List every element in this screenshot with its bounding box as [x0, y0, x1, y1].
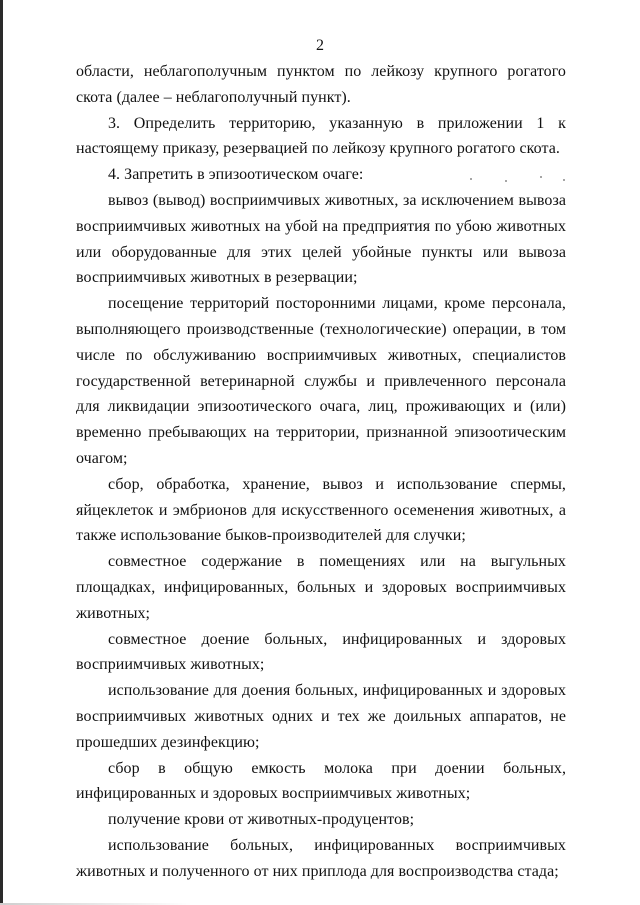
scan-speck	[540, 176, 542, 178]
scan-edge	[0, 0, 3, 905]
paragraph-prohibition: получение крови от животных-продуцентов;	[108, 811, 415, 829]
paragraph-item-4: 4. Запретить в эпизоотическом очаге:	[108, 166, 364, 184]
paragraph-prohibition: вывоз (вывод) восприимчивых животных, за исключением вывоза восприимчивых животных на убой на предприятия по убою животных или оборудованные для этих целей убойные пункты или вывоза восприимчивых животных в резервации;	[76, 191, 566, 287]
paragraph-item-3: 3. Определить территорию, указанную в приложении 1 к настоящему приказу, резервацией по лейкозу крупного рогатого скота.	[76, 114, 566, 158]
paragraph-prohibition: сбор в общую емкость молока при доении больных, инфицированных и здоровых восприимчивых животных;	[76, 759, 566, 803]
paragraph-prohibition: использование для доения больных, инфицированных и здоровых восприимчивых животных одних и тех же доильных аппаратов, не прошедших дезинфекцию;	[76, 682, 566, 751]
paragraph-prohibition: посещение территорий посторонними лицами, кроме персонала, выполняющего производственные (технологические) операции, в том числе по обслуживанию восприимчивых животных, специалистов государственной ветеринарной службы и привлеченного персонала для ликвидации эпизоотического очага, лиц, проживающих и (или) временно пребывающих на территории, признанной эпизоотическим очагом;	[76, 295, 566, 467]
paragraph-prohibition: совместное доение больных, инфицированных и здоровых восприимчивых животных;	[76, 630, 566, 674]
scan-speck	[470, 178, 472, 180]
scan-speck	[563, 179, 565, 181]
paragraph-continuation: области, неблагополучным пунктом по лейкозу крупного рогатого скота (далее – неблагополучный пункт).	[76, 63, 566, 106]
paragraph-prohibition: совместное содержание в помещениях или на выгульных площадках, инфицированных, больных и здоровых восприимчивых животных;	[76, 553, 566, 622]
paragraph-prohibition: сбор, обработка, хранение, вывоз и использование спермы, яйцеклеток и эмбрионов для искусственного осеменения животных, а также использование быков-производителей для случки;	[76, 475, 566, 545]
document-body	[76, 59, 566, 885]
scan-speck	[505, 180, 507, 182]
paragraph-prohibition: использование больных, инфицированных восприимчивых животных и полученного от них приплода для воспроизводства стада;	[76, 836, 566, 880]
page-number: 2	[316, 37, 324, 54]
